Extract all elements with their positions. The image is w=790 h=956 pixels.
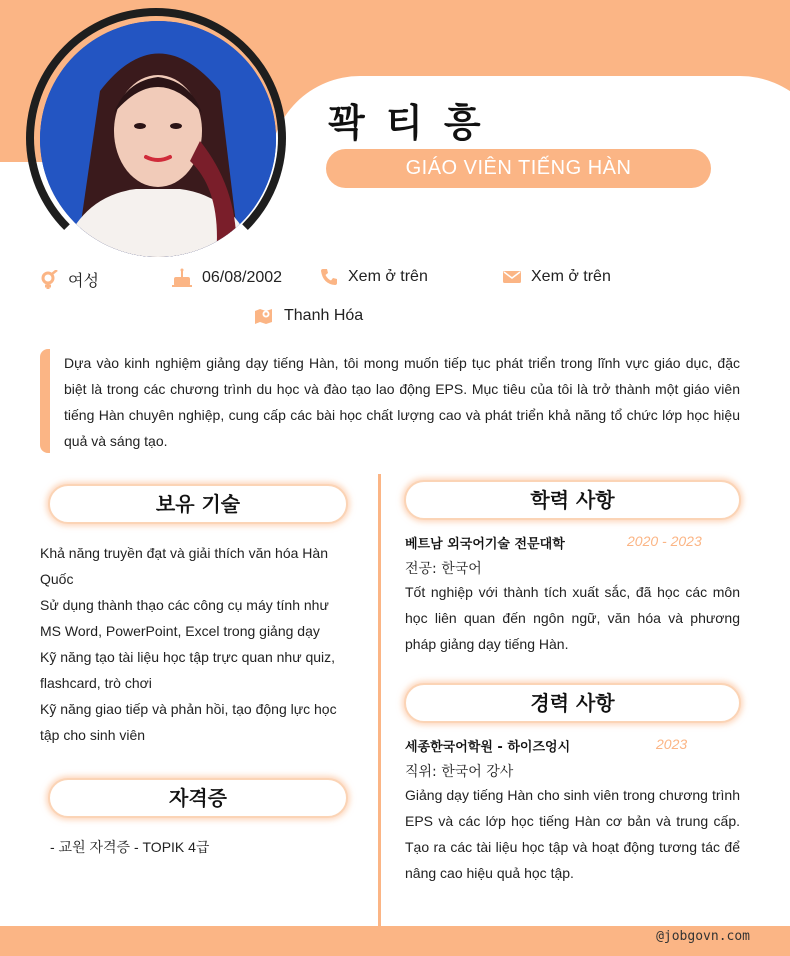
email-info <box>503 268 611 286</box>
column-divider <box>378 474 381 926</box>
experience-years: 2023 <box>656 736 688 752</box>
address-value: Thanh Hóa <box>284 307 364 324</box>
address-info <box>254 307 363 325</box>
skills-heading: 보유 기술 <box>48 484 348 524</box>
gender-icon <box>40 270 58 290</box>
job-title-badge: GIÁO VIÊN TIẾNG HÀN <box>326 149 711 188</box>
birthdate-info <box>172 268 282 288</box>
phone-info <box>320 268 428 286</box>
envelope-icon <box>503 270 521 284</box>
school-name: 베트남 외국어기술 전문대학 <box>405 537 565 552</box>
experience-heading: 경력 사항 <box>404 683 741 723</box>
experience-description: Giảng dạy tiếng Hàn cho sinh viên trong chương trình EPS và các lớp học tiếng Hàn cơ bản và trung cấp. Tạo ra các tài liệu học tập và hoạt động tương tác để nâng cao hiệu quả học tập. <box>405 787 740 881</box>
watermark: @jobgovn.com <box>656 929 750 944</box>
phone-icon <box>320 268 338 286</box>
list-item: Sử dụng thành thạo các công cụ máy tính như MS Word, PowerPoint, Excel trong giảng dạy <box>40 597 329 639</box>
certificates-heading: 자격증 <box>48 778 348 818</box>
gender-info <box>40 268 99 291</box>
map-pin-icon <box>254 307 274 325</box>
education-description: Tốt nghiệp với thành tích xuất sắc, đã học các môn học liên quan đến ngôn ngữ, văn hóa và phương pháp giảng dạy tiếng Hàn. <box>405 584 740 652</box>
list-item: - 교원 자격증 - TOPIK 4급 <box>50 839 210 855</box>
cake-icon <box>172 268 192 288</box>
avatar <box>40 21 276 257</box>
phone-value: Xem ở trên <box>348 268 428 285</box>
career-summary: Dựa vào kinh nghiệm giảng dạy tiếng Hàn, tôi mong muốn tiếp tục phát triển trong lĩnh vực giáo dục, đặc biệt là trong các chương trình du học và đào tạo lao động EPS. Mục tiêu của tôi là trở thành một giáo viên tiếng Hàn chuyên nghiệp, cung cấp các bài học chất lượng cao và phát triển khả năng tổ chức lớp học hiệu quả và sáng tạo. <box>64 355 740 449</box>
candidate-name: 꽉 티 흥 <box>328 101 485 145</box>
avatar-photo-icon <box>40 21 276 257</box>
summary-accent-bar <box>40 349 50 453</box>
list-item: Khả năng truyền đạt và giải thích văn hóa Hàn Quốc <box>40 545 328 587</box>
education-heading: 학력 사항 <box>404 480 741 520</box>
email-value: Xem ở trên <box>531 268 611 285</box>
certificates-list <box>50 834 209 860</box>
list-item: Kỹ năng tạo tài liệu học tập trực quan như quiz, flashcard, trò chơi <box>40 649 336 691</box>
list-item: Kỹ năng giao tiếp và phản hồi, tạo động lực học tập cho sinh viên <box>40 701 337 743</box>
birthdate-value: 06/08/2002 <box>202 269 283 286</box>
education-years: 2020 - 2023 <box>627 533 702 549</box>
education-major: 전공: 한국어 <box>405 561 482 577</box>
experience-position: 직위: 한국어 강사 <box>405 764 514 780</box>
company-name: 세종한국어학원 - 하이즈엉시 <box>405 740 571 755</box>
skills-list <box>40 540 352 748</box>
gender-value: 여성 <box>68 273 99 290</box>
